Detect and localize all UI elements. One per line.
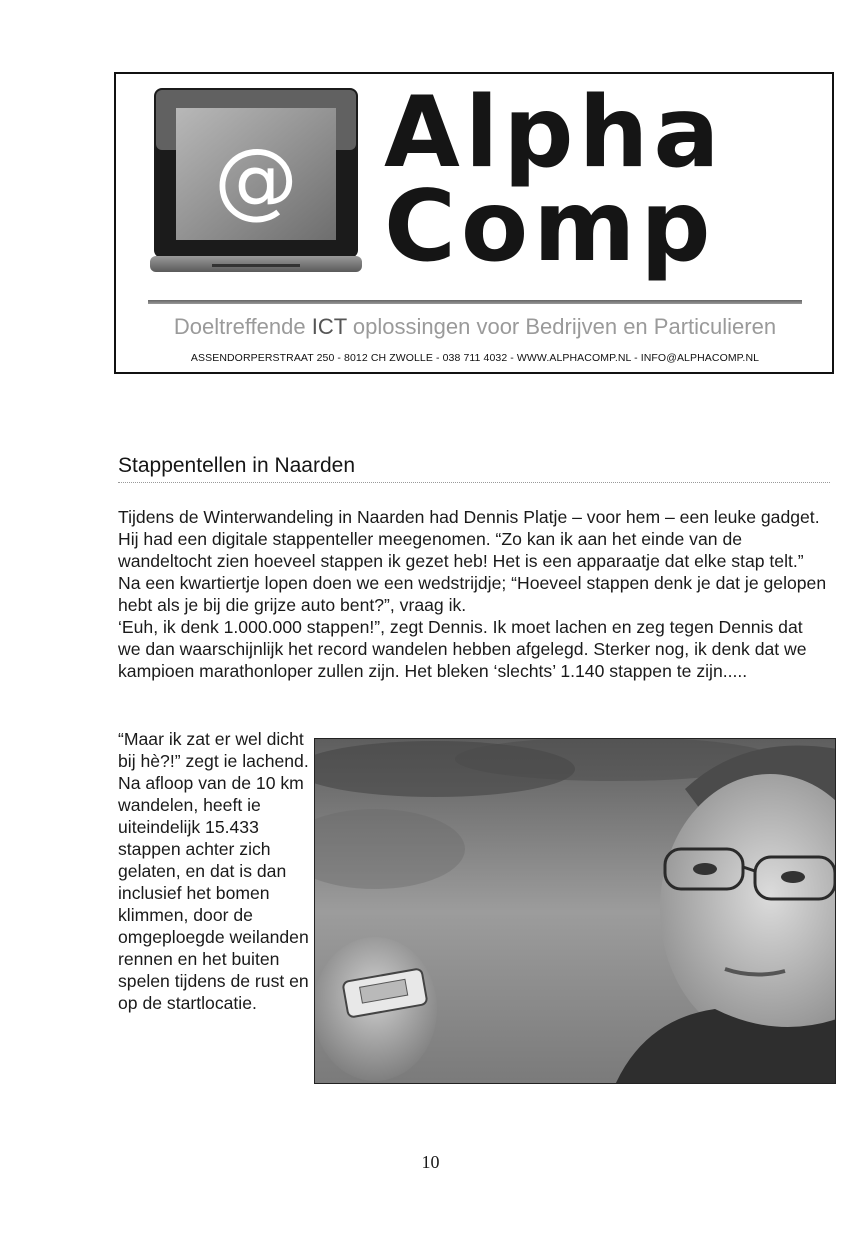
paragraph: Na een kwartiertje lopen doen we een wedstrijdje; “Hoeveel stappen denk je dat je gelopen hebt als je bij die grijze auto bent?”, vraag ik. [118, 573, 827, 615]
boy-with-pedometer-photo [315, 739, 836, 1084]
letterhead [114, 72, 834, 374]
article-photo [314, 738, 836, 1084]
paragraph: “Maar ik zat er wel dicht bij hè?!” zegt ie lachend. [118, 729, 309, 771]
tagline [148, 314, 802, 340]
page-number: 10 [421, 1152, 440, 1172]
article-title: Stappentellen in Naarden [118, 454, 356, 477]
paragraph: Na afloop van de 10 km wandelen, heeft ie uiteindelijk 15.433 stappen achter zich gelaten, en dat is dan inclusief het bomen klimmen, door de omgeploegde weilanden rennen en het buiten spelen tijdens de rust en op de startlocatie. [118, 773, 309, 1013]
contact-address: ASSENDORPERSTRAAT 250 - 8012 CH ZWOLLE - 038 711 4032 - WWW.ALPHACOMP.NL - INFO@ALPHACOMP.NL [190, 352, 760, 364]
article-side-column [118, 728, 314, 1014]
paragraph: Tijdens de Winterwandeling in Naarden had Dennis Platje – voor hem – een leuke gadget. Hij had een digitale stappenteller meegenomen. “Zo kan ik aan het einde van de wandeltocht zien hoeveel stappen ik gezet heb! Het is een apparaatje dat elke stap telt.” [118, 507, 820, 571]
laptop-at-icon [150, 86, 362, 274]
brand-name-line1: Alpha [384, 76, 725, 190]
title-divider [118, 482, 830, 483]
brand-name-line2: Comp [384, 170, 716, 284]
tagline-ict: ICT [311, 314, 347, 339]
tagline-part1: Doeltreffende [173, 314, 306, 339]
paragraph: ‘Euh, ik denk 1.000.000 stappen!”, zegt Dennis. Ik moet lachen en zeg tegen Dennis dat we dan waarschijnlijk het record wandelen hebben afgelegd. Sterker nog, ik denk dat we kampioen marathonloper zullen zijn. Het bleken ‘slechts’ 1.140 stappen te zijn..... [118, 617, 807, 681]
logo-symbol: @ [214, 130, 298, 228]
header-divider [148, 300, 802, 304]
article-body [118, 506, 830, 682]
tagline-part2: oplossingen voor Bedrijven en Particulieren [352, 314, 777, 339]
